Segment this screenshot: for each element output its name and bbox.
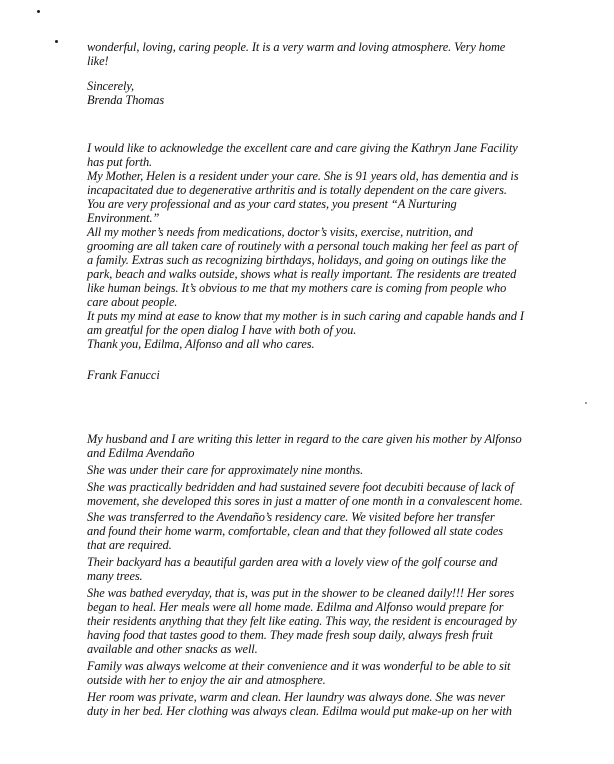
letter-2-line: like human beings. It’s obvious to me that my mothers care is coming from people who [87, 281, 507, 295]
letter-1-line: wonderful, loving, caring people. It is a very warm and loving atmosphere. Very home [87, 40, 506, 54]
letter-3-line: available and other snacks as well. [87, 642, 258, 656]
letter-2-line: grooming are all taken care of routinely with a personal touch making her feel as part of [87, 239, 518, 253]
letter-3-line: My husband and I are writing this letter in regard to the care given his mother by Alfonso [87, 432, 522, 446]
letter-3-line: She was bathed everyday, that is, was put in the shower to be cleaned daily!!! Her sores [87, 586, 515, 600]
letter-3-line: Her room was private, warm and clean. Her laundry was always done. She was never [87, 690, 505, 704]
letter-2-line: You are very professional and as your card states, you present “A Nurturing [87, 197, 457, 211]
letter-3-line: Family was always welcome at their convenience and it was wonderful to be able to sit [87, 659, 511, 673]
letter-2-line: care about people. [87, 295, 178, 309]
scan-speck [55, 40, 58, 43]
letter-3-line: Their backyard has a beautiful garden area with a lovely view of the golf course and [87, 555, 498, 569]
letter-2-signature: Frank Fanucci [87, 368, 160, 382]
letter-2-line: It puts my mind at ease to know that my mother is in such caring and capable hands and I [87, 309, 524, 323]
letter-2-line: incapacitated due to degenerative arthritis and is totally dependent on the care givers. [87, 183, 507, 197]
letter-2-line: am greatful for the open dialog I have with both of you. [87, 323, 357, 337]
letter-3-line: many trees. [87, 569, 143, 583]
letter-1-signature: Brenda Thomas [87, 93, 165, 107]
letter-1-closing: Sincerely, [87, 79, 135, 93]
letter-2-line: park, beach and walks outside, shows what is really important. The residents are treated [87, 267, 517, 281]
letter-3-line: that are required. [87, 538, 172, 552]
letter-2-line: has put forth. [87, 155, 153, 169]
scan-speck [585, 402, 587, 404]
letter-3-line: outside with her to enjoy the air and atmosphere. [87, 673, 326, 687]
letter-2-line: I would like to acknowledge the excellent care and care giving the Kathryn Jane Facility [87, 141, 518, 155]
letter-3-line: and found their home warm, comfortable, clean and that they followed all state codes [87, 524, 503, 538]
letter-3-line: movement, she developed this sores in just a matter of one month in a convalescent home. [87, 494, 523, 508]
letter-3-line: She was practically bedridden and had sustained severe foot decubiti because of lack of [87, 480, 514, 494]
letter-2-line: a family. Extras such as recognizing birthdays, holidays, and going on outings like the [87, 253, 506, 267]
scan-speck [37, 10, 40, 13]
letter-2-line: Thank you, Edilma, Alfonso and all who cares. [87, 337, 315, 351]
letter-3-line: their residents anything that they felt like eating. This way, the resident is encouraged by [87, 614, 517, 628]
letter-2-line: Environment.” [87, 211, 160, 225]
letter-2-line: My Mother, Helen is a resident under your care. She is 91 years old, has dementia and is [87, 169, 519, 183]
letter-3-line: She was under their care for approximately nine months. [87, 463, 364, 477]
letter-3-line: duty in her bed. Her clothing was always clean. Edilma would put make-up on her with [87, 704, 512, 718]
letter-3-line: and Edilma Avendaño [87, 446, 195, 460]
letter-2-line: All my mother’s needs from medications, doctor’s visits, exercise, nutrition, and [87, 225, 473, 239]
letter-3-line: She was transferred to the Avendaño’s residency care. We visited before her transfer [87, 510, 495, 524]
letter-3-line: began to heal. Her meals were all home made. Edilma and Alfonso would prepare for [87, 600, 504, 614]
letter-1-line: like! [87, 54, 109, 68]
letter-3-line: having food that tastes good to them. They made fresh soup daily, always fresh fruit [87, 628, 493, 642]
